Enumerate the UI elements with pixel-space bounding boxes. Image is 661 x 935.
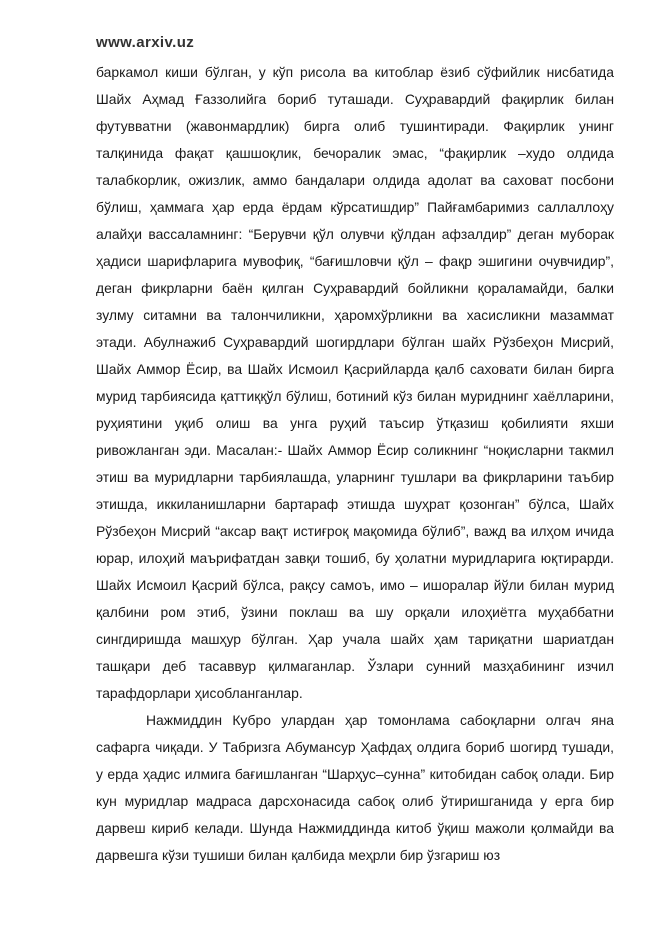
paragraph: Нажмиддин Кубро улардан ҳар томонлама сабоқларни олгач яна сафарга чиқади. У Табризга Абумансур Ҳафдаҳ олдига бориб шогирд тушади, у ерда ҳадис илмига бағишланган “Шарҳус–сунна” китобидан сабоқ олади. Бир кун муридлар мадраса дарсхонасида сабоқ олиб ўтиришганида у ерга бир дарвеш кириб келади. Шунда Нажмиддинда китоб ўқиш мажоли қолмайди ва дарвешга кўзи тушиши билан қалбида меҳрли бир ўзгариш юз (96, 712, 614, 863)
paragraph: баркамол киши бўлган, у кўп рисола ва китоблар ёзиб сўфийлик нисбатида Шайх Аҳмад Ғаззолийга бориб туташади. Суҳравардий фақирлик билан футувватни (жавонмардлик) бирга олиб тушинтиради. Фақирлик унинг талқинида фақат қашшоқлик, бечоралик эмас, “фақирлик –худо олдида талабкорлик, ожизлик, аммо бандалари олдида адолат ва саховат посбони бўлиш, ҳаммага ҳар ерда ёрдам кўрсатишдир” Пайғамбаримиз саллаллоҳу алайҳи вассаламнинг: “Берувчи қўл олувчи қўлдан афзалдир” деган муборак ҳадиси шарифларига мувофиқ, “бағишловчи қўл – фақр эшигини очувчидир”, деган фикрларни баён қилган Суҳравардий бойликни қораламайди, балки зулму ситамни ва талончиликни, ҳаромхўрликни ва хасисликни мазаммат этади. Абулнажиб Суҳравардий шогирдлари бўлган шайх Рўзбеҳон Мисрий, Шайх Аммор Ёсир, ва Шайх Исмоил Қасрийларда қалб саховати билан бирга мурид тарбиясида қаттиққўл бўлиш, ботиний кўз билан муриднинг хаёлларини, руҳиятини уқиб олиш ва унга руҳий таъсир ўтқазиш қобилияти яхши ривожланган эди. Масалан:- Шайх Аммор Ёсир соликнинг “ноқисларни такмил этиш ва муридларни тарбиялашда, уларнинг тушлари ва фикрларини таъбир этишда, иккиланишларни бартараф этишда шуҳрат қозонган” бўлса, Шайх Рўзбеҳон Мисрий “аксар вақт истиғроқ мақомида бўлиб”, важд ва илҳом ичида юрар, илоҳий маърифатдан завқи тошиб, бу ҳолатни муридларига юқтирарди. Шайх Исмоил Қасрий бўлса, рақсу самоъ, имо – ишоралар йўли билан мурид қалбини ром этиб, ўзини поклаш ва шу орқали илоҳиётга муҳаббатни сингдиришда машҳур бўлган. Ҳар учала шайх ҳам тариқатни шариатдан ташқари деб тасаввур қилмаганлар. Ўзлари сунний мазҳабининг изчил тарафдорлари ҳисобланганлар. (96, 64, 614, 701)
site-header: www.arxiv.uz (96, 34, 195, 51)
document-body (96, 59, 614, 869)
